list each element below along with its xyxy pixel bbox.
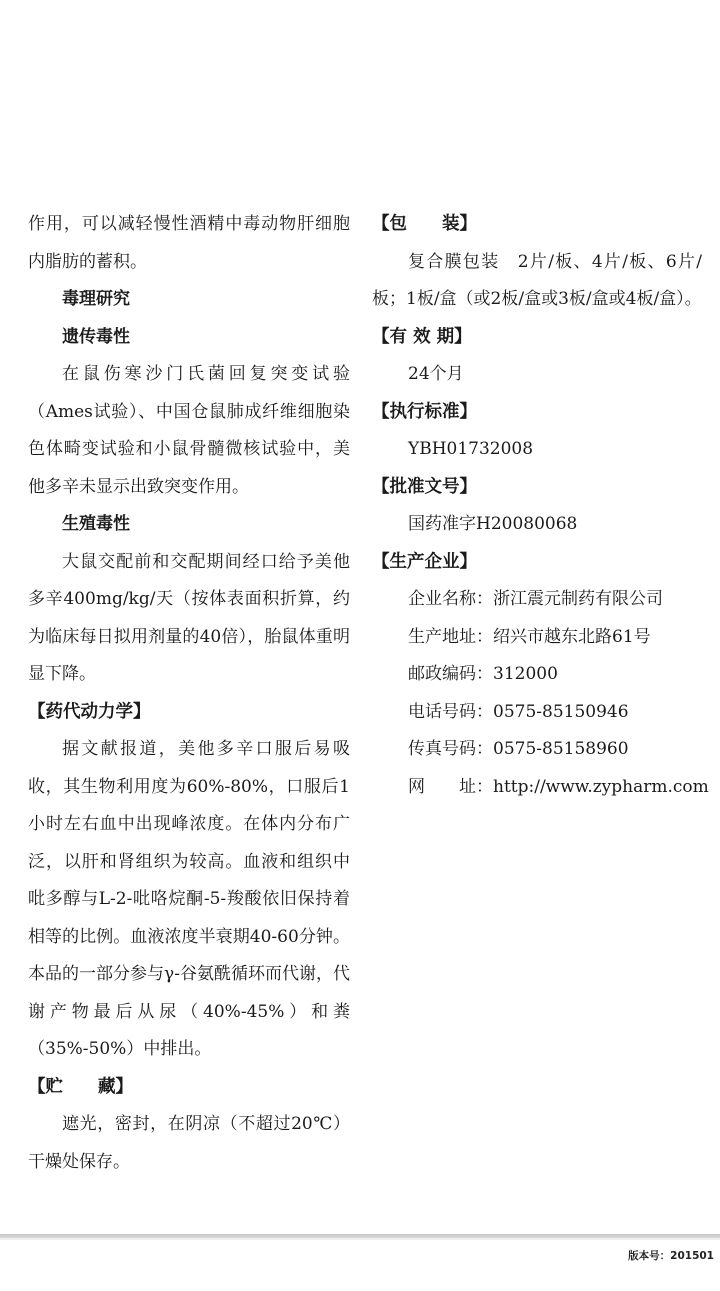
validity-text: 24个月	[408, 364, 464, 384]
approval-heading: 【批准文号】	[372, 476, 477, 497]
left-column	[28, 206, 350, 1181]
storage-heading: 【贮 藏】	[28, 1076, 133, 1097]
company-address-label: 生产地址：	[408, 626, 493, 647]
company-phone-value: 0575-85150946	[493, 701, 629, 722]
validity-heading: 【有 效 期】	[372, 326, 472, 347]
pharmacokinetics-text: 据文献报道，美他多辛口服后易吸收，其生物利用度为60%-80%，口服后1小时左右血中出现峰浓度。在体内分布广泛，以肝和肾组织为较高。血液和组织中吡多醇与L-2-吡咯烷酮-5-羧酸依旧保持着相等的比例。血液浓度半衰期40-60分钟。本品的一部分参与γ-谷氨酰循环而代谢，代谢产物最后从尿（40%-45%）和粪（35%-50%）中排出。	[28, 739, 350, 1059]
genetic-toxicity-text: 在鼠伤寒沙门氏菌回复突变试验（Ames试验）、中国仓鼠肺成纤维细胞染色体畸变试验和小鼠骨髓微核试验中，美他多辛未显示出致突变作用。	[28, 364, 350, 497]
company-fax-label: 传真号码：	[408, 739, 493, 759]
company-web-row	[372, 769, 709, 807]
reproductive-toxicity-text: 大鼠交配前和交配期间经口给予美他多辛400mg/kg/天（按体表面积折算，约为临床每日拟用剂量的40倍），胎鼠体重明显下降。	[28, 551, 350, 684]
company-postal-row	[372, 656, 702, 694]
company-web-label: 网 址：	[408, 776, 493, 797]
storage-text: 遮光，密封，在阴凉（不超过20℃）干燥处保存。	[28, 1114, 350, 1172]
package-heading: 【包 装】	[372, 214, 477, 234]
toxicology-heading: 毒理研究	[62, 289, 130, 309]
footer-divider-shadow	[0, 1238, 720, 1240]
reproductive-toxicity-heading: 生殖毒性	[62, 514, 130, 534]
company-phone-row	[372, 694, 702, 732]
standard-text: YBH01732008	[408, 439, 534, 459]
company-name-label: 企业名称：	[408, 589, 493, 609]
company-name-value: 浙江震元制药有限公司	[493, 589, 663, 609]
company-address-value: 绍兴市越东北路61号	[493, 626, 651, 647]
company-phone-label: 电话号码：	[408, 701, 493, 722]
company-heading: 【生产企业】	[372, 551, 477, 572]
company-fax-value: 0575-85158960	[493, 739, 629, 759]
pharmacokinetics-heading: 【药代动力学】	[28, 701, 151, 722]
right-column	[372, 206, 709, 806]
package-text: 复合膜包装 2片/板、4片/板、6片/板；1板/盒（或2板/盒或3板/盒或4板/盒）。	[372, 251, 702, 309]
company-postal-label: 邮政编码：	[408, 664, 493, 684]
approval-text: 国药准字H20080068	[408, 514, 578, 534]
version-number: 版本号：201501	[628, 1250, 714, 1262]
pharmacology-continuation: 作用，可以减轻慢性酒精中毒动物肝细胞内脂肪的蓄积。	[28, 214, 350, 272]
company-name-row	[372, 581, 702, 619]
company-web-value: http://www.zypharm.com	[493, 776, 709, 797]
company-postal-value: 312000	[493, 664, 558, 684]
genetic-toxicity-heading: 遗传毒性	[62, 326, 130, 347]
company-fax-row	[372, 731, 702, 769]
company-address-row	[372, 619, 702, 657]
standard-heading: 【执行标准】	[372, 401, 477, 422]
